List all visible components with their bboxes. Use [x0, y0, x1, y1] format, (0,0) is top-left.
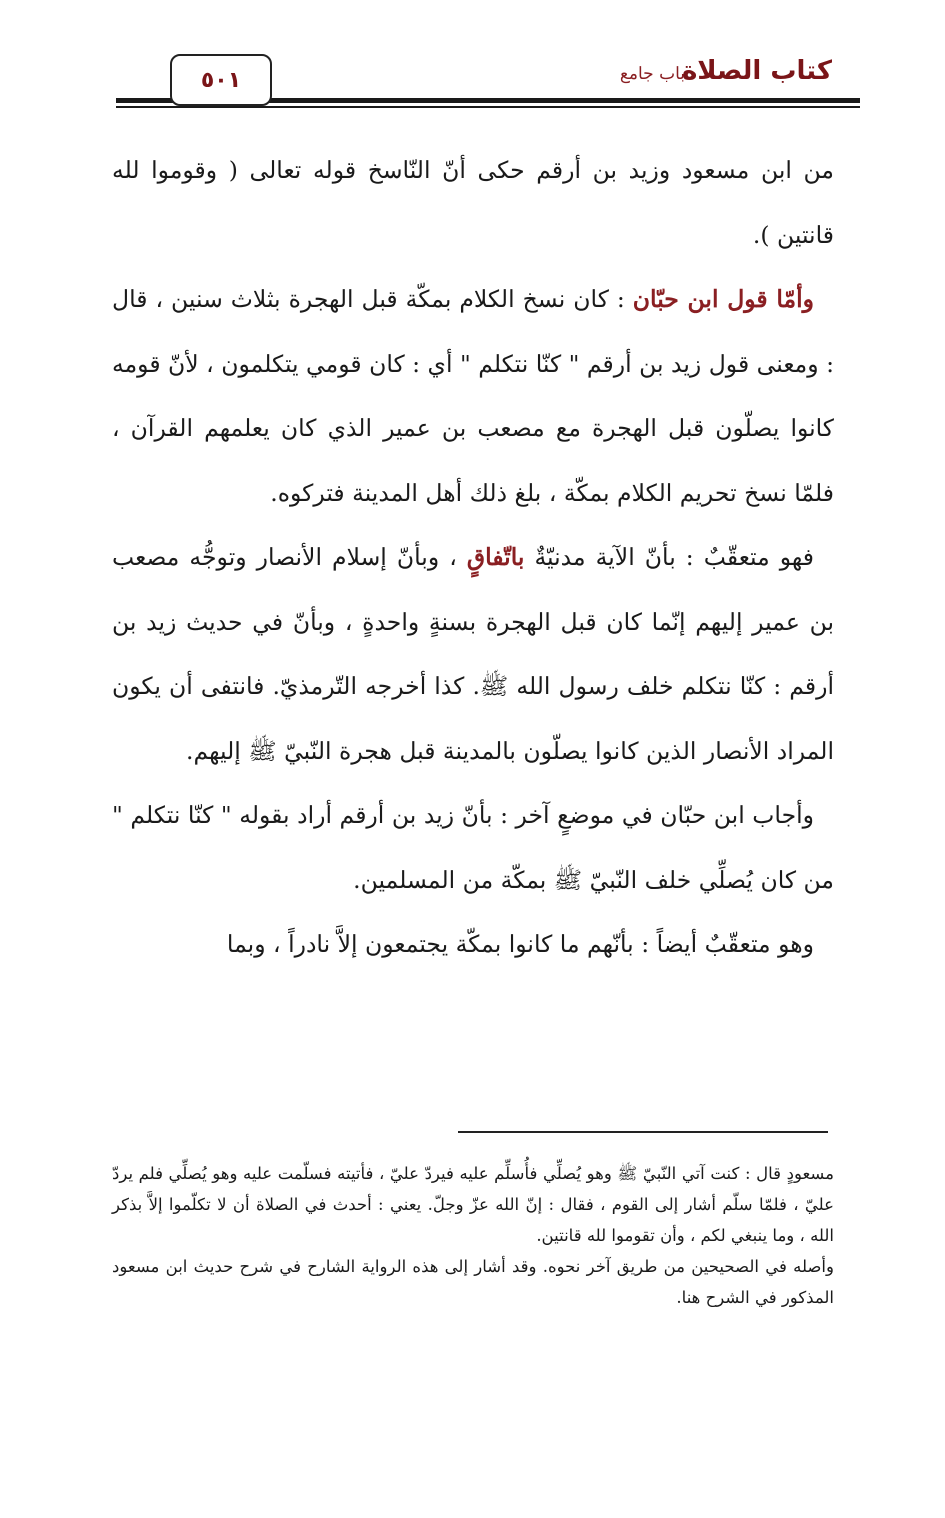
footnotes	[112, 1158, 834, 1313]
page-header	[116, 54, 860, 104]
paragraph-text: ، وبأنّ إسلام الأنصار وتوجُّه مصعب بن عمير إليهم إنّما كان قبل الهجرة بسنةٍ واحدةٍ ، وبأنّ في حديث زيد بن أرقم : كنّا نتكلم خلف رسول الله ﷺ. كذا أخرجه التّرمذيّ. فانتفى أن يكون المراد الأنصار الذين كانوا يصلّون بالمدينة قبل هجرة النّبيّ ﷺ إليهم.	[112, 543, 834, 765]
paragraph: وهو متعقّبٌ أيضاً : بأنّهم ما كانوا بمكّة يجتمعون إلاَّ نادراً ، وبما	[226, 930, 814, 958]
paragraph-text: : كان نسخ الكلام بمكّة قبل الهجرة بثلاث سنين ، قال : ومعنى قول زيد بن أرقم " كنّا نتكلم " أي : كان قومي يتكلمون ، لأنّ قومه كانوا يصلّون قبل الهجرة مع مصعب بن عمير الذي كان يعلمهم القرآن ، فلمّا نسخ تحريم الكلام بمكّة ، بلغ ذلك أهل المدينة فتركوه.	[112, 285, 834, 507]
book-title: كتاب الصلاة	[681, 56, 832, 86]
footnote: مسعودٍ قال : كنت آتي النّبيّ ﷺ وهو يُصلِّي فأُسلِّم عليه فيردّ عليّ ، فأتيته فسلّمت عليه وهو يُصلِّي فلم يردّ عليّ ، فلمّا سلّم أشار إلى القوم ، فقال : إنّ الله عزّ وجلّ. يعني : أحدث في الصلاة أن لا تكلّموا إلاَّ بذكر الله ، وما ينبغي لكم ، وأن تقوموا لله قانتين.	[112, 1164, 834, 1245]
page-number-box	[170, 54, 272, 106]
footnote-separator	[458, 1131, 828, 1133]
chapter-title: باب جامع	[619, 64, 685, 84]
page-number: ٥٠١	[200, 67, 242, 93]
footnote: وأصله في الصحيحين من طريق آخر نحوه. وقد أشار إلى هذه الرواية الشارح في شرح حديث ابن مسعود المذكور في الشرح هنا.	[112, 1257, 834, 1307]
header-rule-thin	[116, 106, 860, 108]
paragraph	[112, 525, 834, 783]
main-text	[112, 138, 834, 977]
paragraph-text: فهو متعقّبٌ : بأنّ الآية مدنيّةٌ	[524, 543, 814, 571]
paragraph: وأجاب ابن حبّان في موضعٍ آخر : بأنّ زيد بن أرقم أراد بقوله " كنّا نتكلم " من كان يُصلِّي خلف النّبيّ ﷺ بمكّة من المسلمين.	[112, 801, 834, 894]
paragraph	[112, 267, 834, 525]
paragraph: من ابن مسعود وزيد بن أرقم حكى أنّ النّاسخ قوله تعالى ( وقوموا لله قانتين ).	[112, 156, 834, 249]
highlighted-phrase: وأمّا قول ابن حبّان	[632, 285, 814, 313]
highlighted-word: باتّفاقٍ	[466, 543, 525, 571]
